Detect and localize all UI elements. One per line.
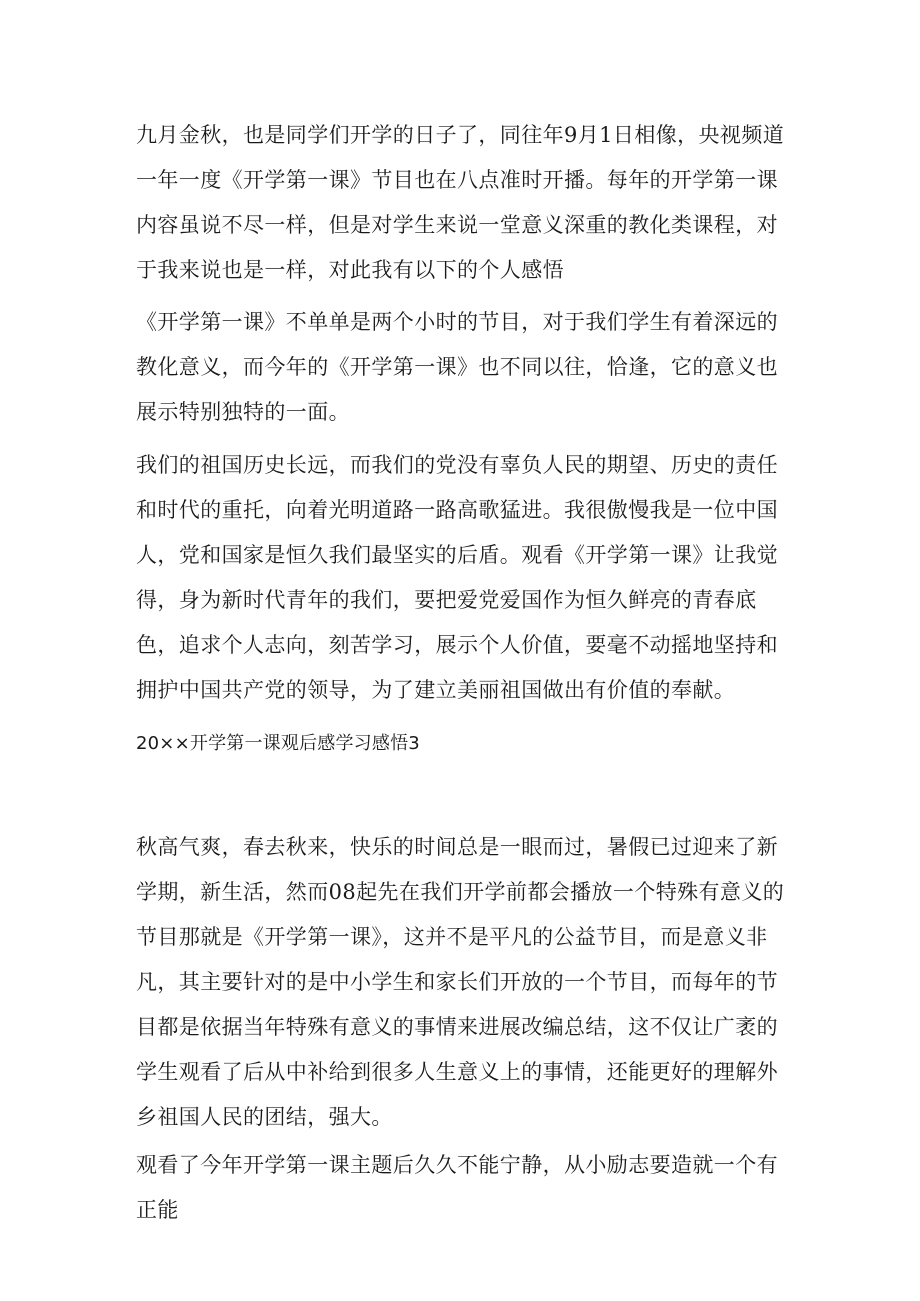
paragraph-after-watching: 观看了今年开学第一课主题后久久不能宁静，从小励志要造就一个有正能 bbox=[136, 1153, 778, 1222]
paragraph-autumn: 秋高气爽，春去秋来，快乐的时间总是一眼而过，暑假已过迎来了新学期，新生活，然而08起先在我们开学前都会播放一个特殊有意义的节目那就是《开学第一课》，这并不是平凡的公益节目，而是意义非凡，其主要针对的是中小学生和家长们开放的一个节目，而每年的节目都是依据当年特殊有意义的事情来进展改编总结，这不仅让广袤的学生观看了后从中补给到很多人生意义上的事情，还能更好的理解外乡祖国人民的团结，强大。 bbox=[136, 835, 785, 1129]
paragraph-intro: 九月金秋，也是同学们开学的日子了，同往年9月1日相像，央视频道一年一度《开学第一课》节目也在八点准时开播。每年的开学第一课内容虽说不尽一样，但是对学生来说一堂意义深重的教化类课程，对于我来说也是一样，对此我有以下的个人感悟 bbox=[136, 123, 785, 282]
paragraph-program-meaning: 《开学第一课》不单单是两个小时的节目，对于我们学生有着深远的教化意义，而今年的《开学第一课》也不同以往，恰逢，它的意义也展示特别独特的一面。 bbox=[136, 310, 778, 424]
paragraph-motherland: 我们的祖国历史长远，而我们的党没有辜负人民的期望、历史的责任和时代的重托，向着光明道路一路高歌猛进。我很傲慢我是一位中国人，党和国家是恒久我们最坚实的后盾。观看《开学第一课》让我觉得，身为新时代青年的我们，要把爱党爱国作为恒久鲜亮的青春底色，追求个人志向，刻苦学习，展示个人价值，要毫不动摇地坚持和拥护中国共产党的领导，为了建立美丽祖国做出有价值的奉献。 bbox=[136, 453, 778, 702]
section-heading: 20××开学第一课观后感学习感悟3 bbox=[136, 733, 420, 754]
